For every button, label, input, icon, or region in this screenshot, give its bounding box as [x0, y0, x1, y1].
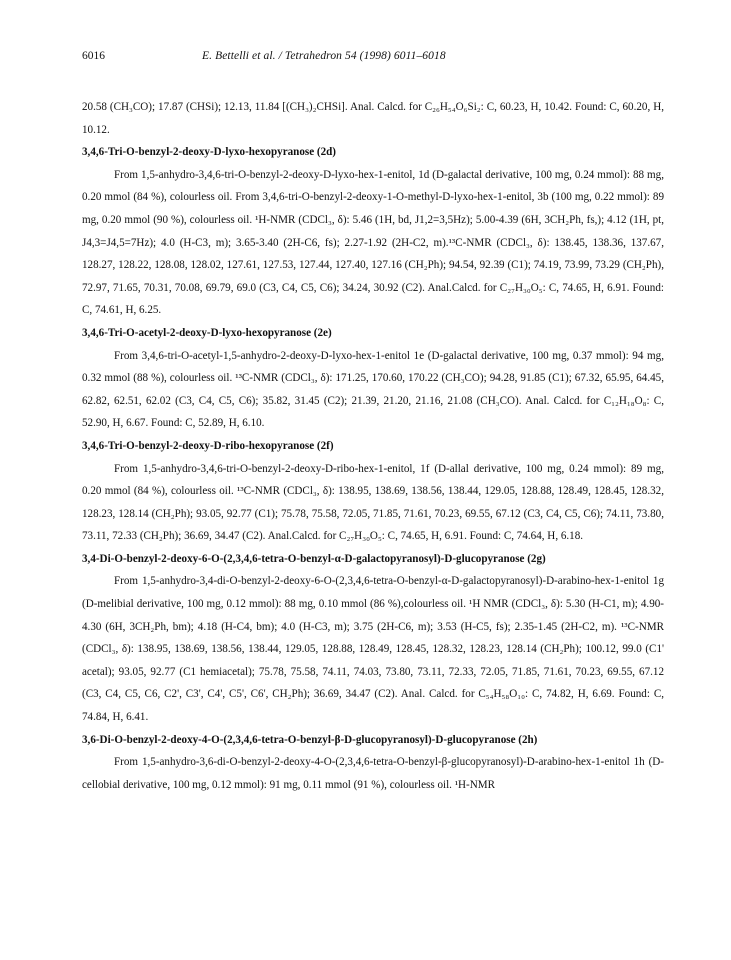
compound-heading-2d: 3,4,6-Tri-O-benzyl-2-deoxy-D-lyxo-hexopyranose (2d): [82, 146, 336, 159]
paragraph-2f: From 1,5-anhydro-3,4,6-tri-O-benzyl-2-deoxy-D-ribo-hex-1-enitol, 1f (D-allal derivative, 100 mg, 0.24 mmol): 89 mg, 0.20 mmol (84 %), colourless oil. ¹³C-NMR (CDCl₃, δ): 138.95, 138.69, 138.56, 138.44, 129.05, 128.88, 128.49, 128.45, 128.32, 128.23, 128.14 (CH₂Ph); 93.05, 92.77 (C1); 75.78, 75.58, 72.05, 71.85, 71.61, 70.23, 69.55, 67.12 (C3, C4, C5, C6); 74.11, 73.80, 73.11, 72.33 (CH₂Ph); 36.69, 34.47 (C2). Anal.Calcd. for C₂₇H₃₀O₅: C, 74.65, H, 6.91. Found: C, 74.64, H, 6.18.: [82, 462, 664, 543]
page-number: 6016: [82, 50, 105, 62]
paragraph-2d: From 1,5-anhydro-3,4,6-tri-O-benzyl-2-deoxy-D-lyxo-hex-1-enitol, 1d (D-galactal derivative, 100 mg, 0.24 mmol): 88 mg, 0.20 mmol (84 %), colourless oil. From 3,4,6-tri-O-benzyl-2-deoxy-1-O-methyl-D-lyxo-hex-1-enitol, 3b (100 mg, 0.22 mmol): 89 mg, 0.20 mmol (90 %), colourless oil. ¹H-NMR (CDCl₃, δ): 5.46 (1H, bd, J1,2=3,5Hz); 5.00-4.39 (6H, 3CH₂Ph, fs,); 4.12 (1H, pt, J4,3=J4,5=7Hz); 4.0 (H-C3, m); 3.65-3.40 (2H-C6, fs); 2.27-1.92 (2H-C2, m).¹³C-NMR (CDCl₃, δ): 138.45, 138.36, 137.67, 128.27, 128.22, 128.08, 128.02, 127.61, 127.53, 127.44, 127.40, 127.16 (CH₂Ph); 94.54, 92.39 (C1); 74.19, 73.99, 73.29 (CH₂Ph), 72.97, 71.65, 70.31, 70.08, 69.79, 69.0 (C3, C4, C5, C6); 34.24, 30.92 (C2). Anal.Calcd. for C₂₇H₃₀O₅: C, 74.65, H, 6.91. Found: C, 74.61, H, 6.25.: [82, 168, 664, 317]
paragraph-2e: From 3,4,6-tri-O-acetyl-1,5-anhydro-2-deoxy-D-lyxo-hex-1-enitol 1e (D-galactal derivative, 100 mg, 0.37 mmol): 94 mg, 0.32 mmol (88 %), colourless oil. ¹³C-NMR (CDCl₃, δ): 171.25, 170.60, 170.22 (CH₃CO); 94.28, 91.85 (C1); 67.32, 65.95, 64.45, 62.82, 62.51, 62.02 (C3, C4, C5, C6); 35.82, 31.45 (C2); 21.39, 21.20, 21.16, 21.08 (CH₃CO). Anal. Calcd. for C₁₂H₁₈O₈: C, 52.90, H, 6.67. Found: C, 52.89, H, 6.10.: [82, 349, 664, 430]
article-body: [82, 96, 664, 796]
journal-citation: E. Bettelli et al. / Tetrahedron 54 (1998) 6011–6018: [202, 50, 446, 62]
paragraph-2h: From 1,5-anhydro-3,6-di-O-benzyl-2-deoxy-4-O-(2,3,4,6-tetra-O-benzyl-β-glucopyranosyl)-D-arabino-hex-1-enitol 1h (D-cellobial derivative, 100 mg, 0.12 mmol): 91 mg, 0.11 mmol (91 %), colourless oil. ¹H-NMR: [82, 756, 664, 791]
compound-heading-2e: 3,4,6-Tri-O-acetyl-2-deoxy-D-lyxo-hexopyranose (2e): [82, 326, 332, 339]
paragraph-continuation: 20.58 (CH₃CO); 17.87 (CHSi); 12.13, 11.84 [(CH₃)₂CHSi]. Anal. Calcd. for C₂₆H₅₄O₆Si₂: C, 60.23, H, 10.42. Found: C, 60.20, H, 10.12.: [82, 101, 664, 136]
compound-heading-2f: 3,4,6-Tri-O-benzyl-2-deoxy-D-ribo-hexopyranose (2f): [82, 439, 334, 452]
compound-heading-2g: 3,4-Di-O-benzyl-2-deoxy-6-O-(2,3,4,6-tetra-O-benzyl-α-D-galactopyranosyl)-D-glucopyranose (2g): [82, 552, 546, 565]
compound-heading-2h: 3,6-Di-O-benzyl-2-deoxy-4-O-(2,3,4,6-tetra-O-benzyl-β-D-glucopyranosyl)-D-glucopyranose (2h): [82, 733, 538, 746]
paragraph-2g: From 1,5-anhydro-3,4-di-O-benzyl-2-deoxy-6-O-(2,3,4,6-tetra-O-benzyl-α-D-galactopyranosyl)-D-arabino-hex-1-enitol 1g (D-melibial derivative, 100 mg, 0.12 mmol): 88 mg, 0.10 mmol (86 %),colourless oil. ¹H NMR (CDCl₃, δ): 5.30 (H-C1, m); 4.90-4.30 (6H, 3CH₂Ph, bm); 4.18 (H-C4, bm); 4.0 (H-C3, m); 3.75 (2H-C6, m); 3.53 (H-C5, fs); 2.35-1.45 (2H-C2, m). ¹³C-NMR (CDCl₃, δ): 138.95, 138.69, 138.56, 138.44, 129.05, 128.88, 128.49, 128.45, 128.32, 128.23, 128.14 (CH₂Ph); 100.12, 99.0 (C1' acetal); 93.05, 92.77 (C1 hemiacetal); 75.78, 75.58, 74.11, 74.03, 73.80, 73.11, 72.33, 72.05, 71.85, 71.61, 70.23, 69.55, 67.12 (C3, C4, C5, C6, C2', C3', C4', C5', C6', CH₂Ph); 36.69, 34.47 (C2). Anal. Calcd. for C₅₄H₅₈O₁₀: C, 74.82, H, 6.69. Found: C, 74.84, H, 6.41.: [82, 575, 664, 724]
running-header: [82, 50, 651, 66]
